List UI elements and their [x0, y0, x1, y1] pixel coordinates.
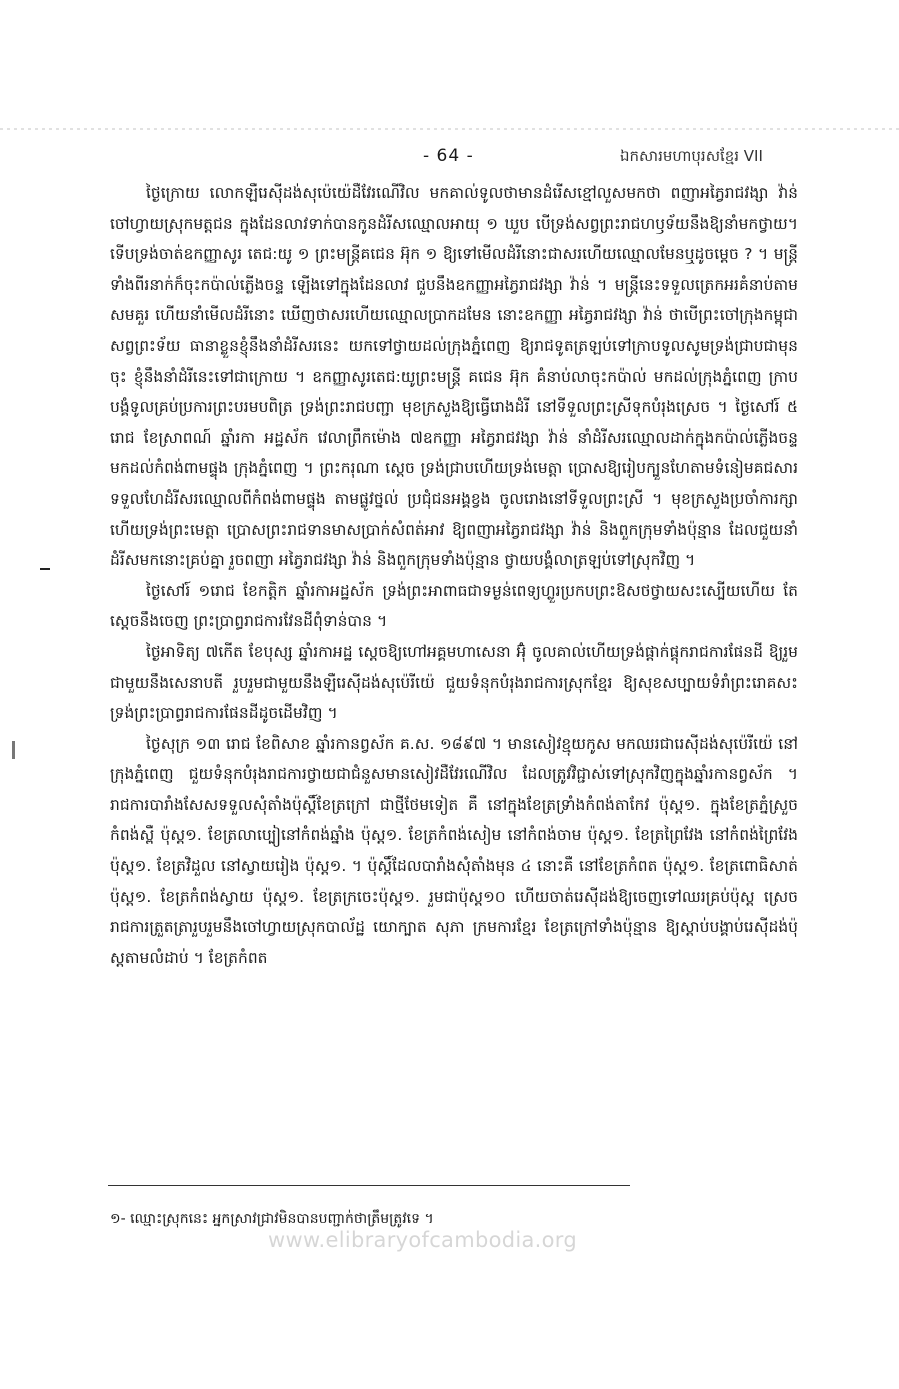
footnote-divider	[108, 1185, 630, 1186]
footnote: ១- ឈ្មោះស្រុកនេះ អ្នកស្រាវជ្រាវមិនបានបញ្ជាក់ថាត្រឹមត្រូវទេ ។	[110, 1211, 434, 1227]
paragraph-2: ថ្ងៃសៅរ៍ ១រោជ ខែកត្តិក ឆ្នាំរកាអដ្ឋស័ក ទ្រង់ព្រះអាពាធជាទម្ងន់ពេទ្យហ្លួរប្រកបព្រះឱសថថ្វាយសះស្បើយហើយ តែស្តេចនឹងចេញ ព្រះប្រាព្ធរាជការវែនដីពុំទាន់បាន ។	[110, 581, 798, 631]
scan-artifact-line	[0, 128, 899, 130]
margin-mark	[40, 568, 50, 570]
margin-mark	[12, 741, 15, 759]
paragraph-4: ថ្ងៃសុក្រ ១៣ រោជ ខែពិសាខ ឆ្នាំរកានព្វស័ក គ.ស. ១៨៩៧ ។ មានសៀវខ្មុយកូស មកឈរជារេស៊ីដង់សុប៉េរីយ៉េ នៅក្រុងភ្នំពេញ ជួយទំនុកបំរុងរាជការថ្វាយជាជំនួសមានសៀវដឺវែរណើវិល ដែលត្រូវវិជ្ជាស់ទៅស្រុកវិញក្នុងឆ្នាំរកានព្វស័ក ។ រាជការបារាំងសែសទទួលសុំតាំងប៉ុស្តិ៍ខែត្រក្រៅ ជាថ្មីថែមទៀត គឺ នៅក្នុងខែត្រទ្រាំងកំពង់តាកែវ ប៉ុស្ត១. ក្នុងខែត្រភ្នំស្រួច កំពង់ស្ពឺ ប៉ុស្ត១. ខែត្រលាប្បៀនៅកំពង់ឆ្នាំង ប៉ុស្ត១. ខែត្រកំពង់សៀម នៅកំពង់ចាម ប៉ុស្ត១. ខែត្រព្រៃវែង នៅកំពង់ព្រៃវែង ប៉ុស្ត១. ខែត្រវិដួល នៅស្វាយរៀង ប៉ុស្ត១. ។ ប៉ុស្តិ៍ដែលបារាំងសុំតាំងមុន ៤ នោះគឺ នៅខែត្រកំពត ប៉ុស្ត១. ខែត្រពោធិសាត់ ប៉ុស្ត១. ខែត្រកំពង់ស្វាយ ប៉ុស្ត១. ខែត្រក្រចេះប៉ុស្ត១. រួមជាប៉ុស្ត១០ ហើយចាត់រេស៊ីដង់ឱ្យចេញទៅឈរគ្រប់ប៉ុស្ត ស្រេចរាជការត្រួតត្រារួបរួមនឹងចៅហ្វាយស្រុកបាល័ដ្ឋ យោក្បាត សុភា ក្រមការខ្មែរ ខែត្រក្រៅទាំងប៉ុន្មាន ឱ្យស្តាប់បង្គាប់រេស៊ីដង់ប៉ុស្តតាមលំដាប់ ។ ខែត្រកំពត	[110, 734, 798, 967]
paragraph-1: ថ្ងៃក្រោយ លោកឡឺរេស៊ីដង់សុប៉េយ៉េដឺវែរណើវិល មកគាល់ទូលថាមានដំរើសខ្មៅលួសមកថា ពញាអភ្វៃរាជវង្សា វ៉ាន់ ចៅហ្វាយស្រុកមត្តជន ក្នុងដែនលាវទាក់បានកូនដំរីសឈ្មោលអាយុ ១ ឃួប បើទ្រង់សព្វព្រះរាជហឫទ័យនឹងឱ្យនាំមកថ្វាយ។ ទើបទ្រង់ចាត់ឧកញ្ញាសូរ តេជ:យូ ១ ព្រះមន្ត្រីគជេន អ៊ុក ១ ឱ្យទៅមើលដំរីនោះជាសរហើយឈ្មោលមែនឬដូចម្តេច ? ។ មន្ត្រីទាំងពីរនាក់ក៏ចុះកប៉ាល់ភ្លើងចន្ទ ឡើងទៅក្នុងដែនលាវ ជួបនឹងឧកញ្ញាអភ្វៃរាជវង្សា វ៉ាន់ ។ មន្ត្រីនេះទទួលត្រេកអរគំនាប់តាមសមគួរ ហើយនាំមើលដំរីនោះ ឃើញថាសរហើយឈ្មោលប្រាកដមែន នោះឧកញ្ញា អភ្វៃរាជវង្សា វ៉ាន់ ថាបើព្រះចៅក្រុងកម្ពុជាសព្វព្រះទ័យ ធានាខ្លួនខ្ញុំនឹងនាំដំរីសរនេះ យកទៅថ្វាយដល់ក្រុងភ្នំពេញ ឱ្យរាជទូតត្រឡប់ទៅក្រាបទូលសូមទ្រង់ជ្រាបជាមុនចុះ ខ្ញុំនឹងនាំដំរីនេះទៅជាក្រោយ ។ ឧកញ្ញាសូរតេជ:យូព្រះមន្ត្រី គជេន អ៊ុក គំនាប់លាចុះកប៉ាល់ មកដល់ក្រុងភ្នំពេញ ក្រាបបង្គំទូលគ្រប់ប្រការព្រះបរមបពិត្រ ទ្រង់ព្រះរាជបញ្ជា មុខក្រសួងឱ្យធ្វើរោងដំរី នៅទីទួលព្រះស្រីទុកបំរុងស្រេច ។ ថ្ងៃសៅរ៍ ៥ រោជ ខែស្រាពណ៍ ឆ្នាំរកា អដ្ឋស័ក វេលាព្រឹកម៉ោង ៧ឧកញ្ញា អភ្វៃរាជវង្សា វ៉ាន់ នាំដំរីសរឈ្មោលដាក់ក្នុងកប៉ាល់ភ្លើងចន្ទ មកដល់កំពង់ពាមផ្ទុង ក្រុងភ្នំពេញ ។ ព្រះករុណា ស្តេច ទ្រង់ជ្រាបហើយទ្រង់មេត្តា ប្រោសឱ្យរៀបក្បួនហែតាមទំនៀមគជសារ ទទួលហែដំរីសរឈ្មោលពីកំពង់ពាមផ្ទុង តាមផ្លូវថ្នល់ ប្រជុំជនអង្គខ្វង ចូលរោងនៅទីទួលព្រះស្រី ។ មុខក្រសួងប្រចាំការក្សា ហើយទ្រង់ព្រះមេត្តា ប្រោសព្រះរាជទានមាសប្រាក់សំពត់អាវ ឱ្យពញាអភ្វៃរាជវង្សា វ៉ាន់ និងពួកក្រុមទាំងប៉ុន្មាន ដែលជួយនាំដំរីសមកនោះគ្រប់គ្នា រួចពញា អភ្វៃរាជវង្សា វ៉ាន់ និងពួកក្រុមទាំងប៉ុន្មាន ថ្វាយបង្គំលាត្រឡប់ទៅស្រុកវិញ ។	[110, 184, 798, 570]
page-header	[0, 146, 899, 172]
paragraph-3: ថ្ងៃអាទិត្យ ៧កើត ខែបុស្ស ឆ្នាំរកាអដ្ឋ ស្តេចឱ្យហៅអគ្គមហាសេនា អ៊ុំ ចូលគាល់ហើយទ្រង់ផ្តាក់ផ្តុករាជការផែនដី ឱ្យរួមជាមួយនឹងសេនាបតី រួបរួមជាមួយនឹងឡឺរេស៊ីដង់សុប៉េរីយ៉េ ជួយទំនុកបំរុងរាជការស្រុកខ្មែរ ឱ្យសុខសប្បាយទំរាំព្រះរោគសះ ទ្រង់ព្រះប្រាព្ធរាជការផែនដីដូចដើមវិញ ។	[110, 642, 798, 723]
page-number: - 64 -	[423, 146, 474, 166]
running-title: ឯកសារមហាបុរសខ្មែរ VII	[620, 147, 763, 165]
body-text	[110, 178, 798, 973]
watermark: www.elibraryofcambodia.org	[268, 1228, 577, 1252]
